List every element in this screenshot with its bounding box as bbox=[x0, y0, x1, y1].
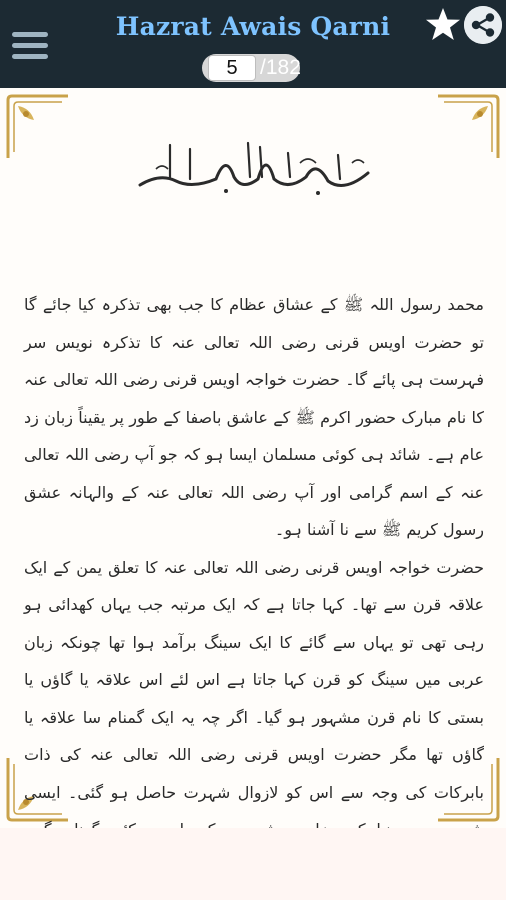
paragraph: محمد رسول اللہ ﷺ کے عشاق عظام کا جب بھی تذکرہ کیا جائے گا تو حضرت اویس قرنی رضی اللہ تعالی عنہ کا تذکرہ نویس سر فہرست ہی پائے گا۔ حضرت خواجہ اویس قرنی رضی اللہ تعالی عنہ کا نام مبارک حضور اکرم ﷺ کے عاشق باصفا کے طور پر یقیناً زبان زد عام ہے۔ شائد ہی کوئی مسلمان ایسا ہو کہ جو آپ رضی اللہ تعالی عنہ کے اسم گرامی اور آپ رضی اللہ تعالی عنہ کے والہانہ عشق رسول کریم ﷺ سے نا آشنا ہو۔ bbox=[24, 295, 484, 539]
app-header bbox=[0, 0, 506, 88]
book-text bbox=[24, 286, 484, 886]
share-icon[interactable] bbox=[464, 6, 502, 44]
page-number-input[interactable]: 5 bbox=[208, 55, 256, 81]
page-total: /182 bbox=[260, 56, 301, 79]
star-icon[interactable] bbox=[424, 6, 462, 44]
app-title: Hazrat Awais Qarni bbox=[115, 12, 391, 41]
corner-ornament-top-left bbox=[4, 92, 72, 162]
paragraph: حضرت خواجہ اویس قرنی رضی اللہ تعالی عنہ کا تعلق یمن کے ایک علاقہ قرن سے تھا۔ کہا جاتا ہے کہ ایک مرتبہ جب یہاں کھدائی ہو رہی تھی تو یہاں سے گائے کا ایک سینگ برآمد ہوا تھا چونکہ زبان عربی میں سینگ کو قرن کہا جاتا ہے اس لئے اس علاقہ یا گاؤں یا بستی کا نام قرن مشہور ہو گیا۔ اگر چہ یہ ایک گمنام سا علاقہ یا گاؤں تھا مگر حضرت اویس قرنی رضی اللہ تعالی عنہ کی ذات بابرکات کی وجہ سے اس کو لازوال شہرت حاصل ہو گئی۔ ایسی bbox=[24, 557, 484, 802]
page-navigator bbox=[202, 53, 301, 83]
book-page[interactable] bbox=[0, 88, 506, 828]
bottom-blank-area bbox=[0, 828, 506, 900]
corner-ornament-top-right bbox=[434, 92, 502, 162]
bismillah-calligraphy bbox=[130, 133, 380, 203]
